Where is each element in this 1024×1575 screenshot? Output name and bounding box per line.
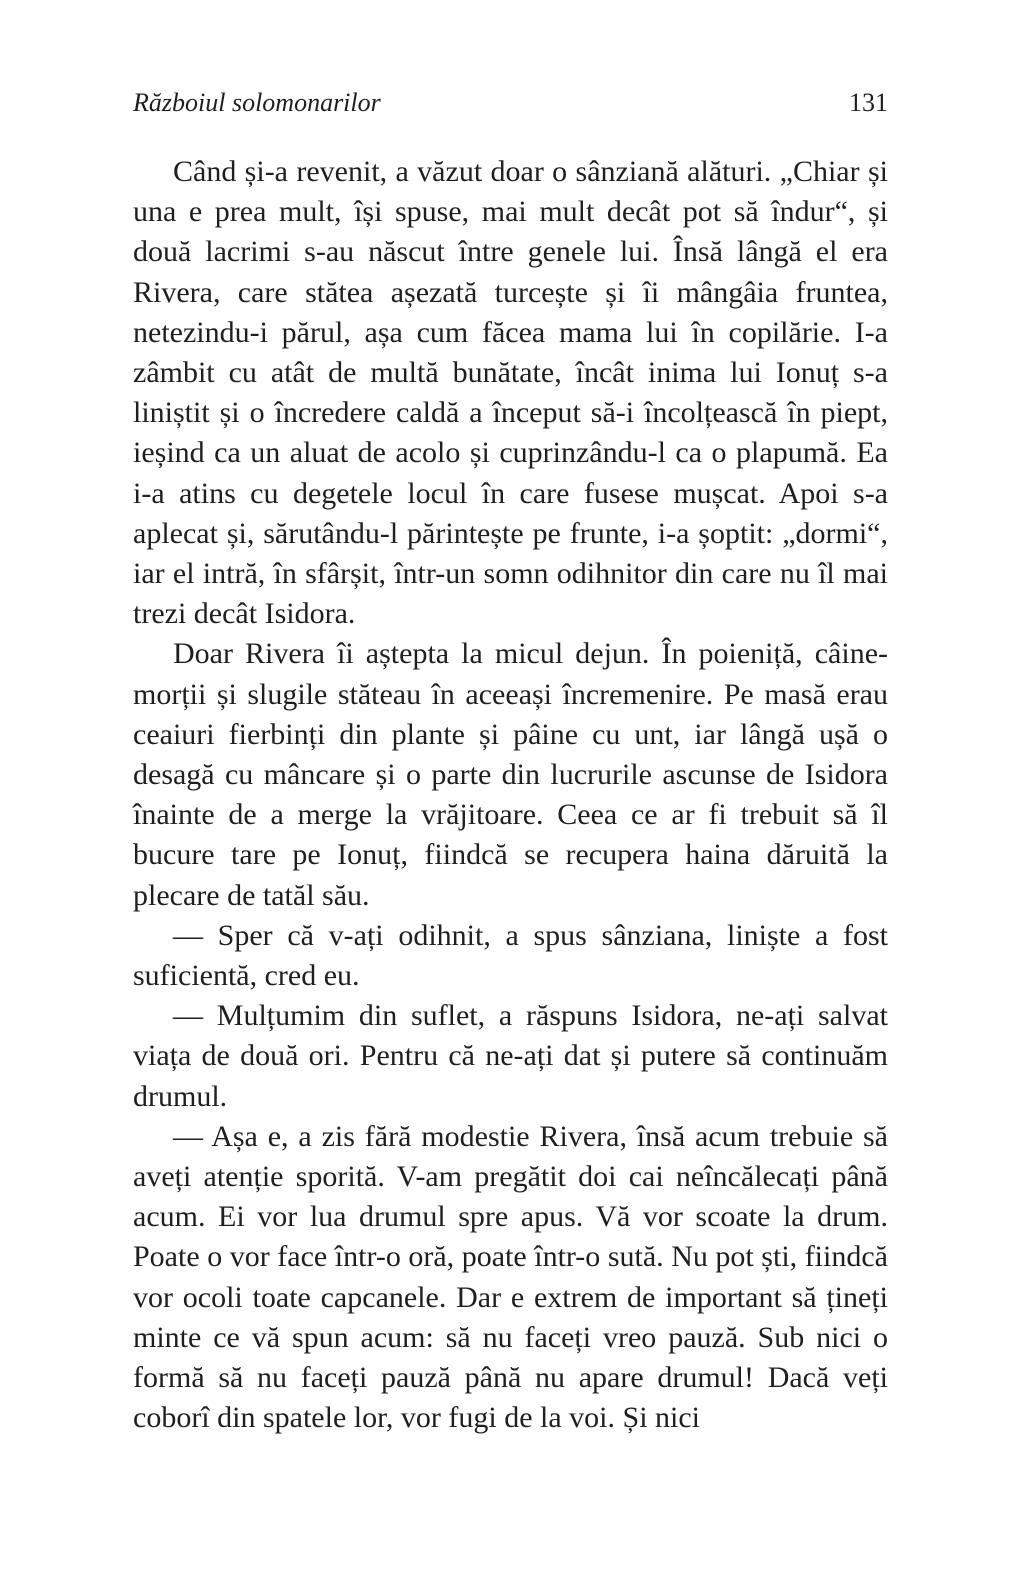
book-page — [133, 0, 888, 1575]
running-title: Războiul solomonarilor — [133, 88, 381, 117]
page-header — [133, 88, 888, 128]
body-text — [133, 152, 888, 1439]
paragraph: Când și-a revenit, a văzut doar o sânziană alături. „Chiar și una e prea mult, își spuse, mai mult decât pot să îndur“, și două lacrimi s-au născut între genele lui. Însă lângă el era Rivera, care stătea așezată turcește și îi mângâia fruntea, netezindu-i părul, așa cum făcea mama lui în copilărie. I-a zâmbit cu atât de multă bunătate, încât inima lui Ionuț s-a liniștit și o încredere caldă a început să-i încolțească în piept, ieșind ca un aluat de acolo și cuprinzându-l ca o plapumă. Ea i-a atins cu degetele locul în care fusese mușcat. Apoi s-a aplecat și, sărutându-l părintește pe frunte, i-a șoptit: „dormi“, iar el intră, în sfârșit, într-un somn odihnitor din care nu îl mai trezi decât Isidora. — [133, 155, 888, 631]
paragraph: Doar Rivera îi aștepta la micul dejun. În poieniță, câine-morții și slugile stăteau în aceeași încremenire. Pe masă erau ceaiuri fierbinți din plante și pâine cu unt, iar lângă ușă o desagă cu mâncare și o parte din lucrurile ascunse de Isidora înainte de a merge la vrăjitoare. Ceea ce ar fi trebuit să îl bucure tare pe Ionuț, fiindcă se recupera haina dăruită la plecare de tatăl său. — [133, 637, 888, 912]
paragraph: — Sper că v-ați odihnit, a spus sânziana, liniște a fost suficientă, cred eu. — [133, 918, 888, 993]
paragraph: — Mulțumim din suflet, a răspuns Isidora, ne-ați salvat viața de două ori. Pentru că ne-ați dat și putere să continuăm drumul. — [133, 999, 888, 1113]
paragraph: — Așa e, a zis fără modestie Rivera, însă acum trebuie să aveți atenție sporită. V-am pregătit doi cai neîncălecați până acum. Ei vor lua drumul spre apus. Vă vor scoate la drum. Poate o vor face într-o oră, poate într-o sută. Nu pot ști, fiindcă vor ocoli toate capcanele. Dar e extrem de important să țineți minte ce vă spun acum: să nu faceți vreo pauză. Sub nici o formă să nu faceți pauză până nu apare drumul! Dacă veți coborî din spatele lor, vor fugi de la voi. Și nici — [133, 1119, 888, 1435]
page-number: 131 — [849, 88, 888, 117]
